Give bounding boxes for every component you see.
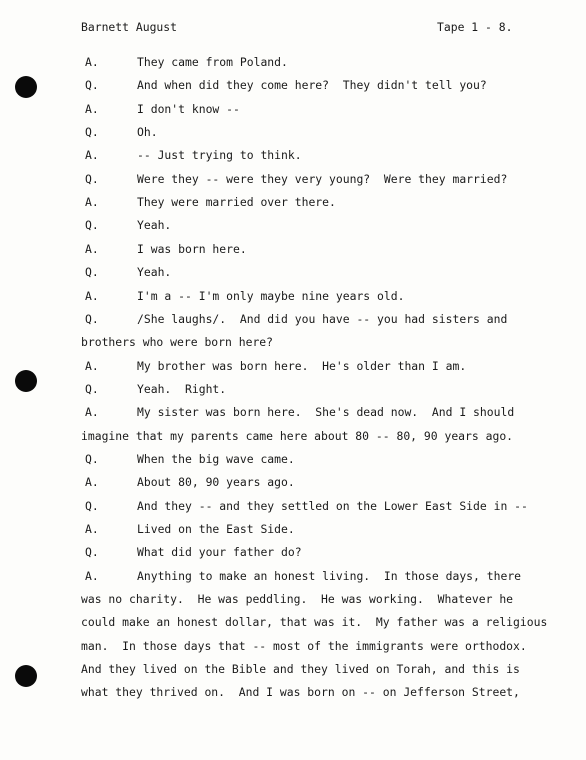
speaker-label: Q. bbox=[85, 545, 99, 559]
transcript-line: could make an honest dollar, that was it. My father was a religious bbox=[81, 615, 548, 629]
transcript-line: imagine that my parents came here about 80 -- 80, 90 years ago. bbox=[81, 429, 514, 443]
transcript-line: Yeah. bbox=[137, 218, 172, 232]
speaker-label: Q. bbox=[85, 265, 99, 279]
binder-hole-middle bbox=[15, 370, 37, 392]
transcript-line: Yeah. bbox=[137, 265, 172, 279]
speaker-label: A. bbox=[85, 359, 99, 373]
transcript-line: I was born here. bbox=[137, 242, 247, 256]
transcript-line: man. In those days that -- most of the immigrants were orthodox. bbox=[81, 639, 527, 653]
speaker-label: Q. bbox=[85, 172, 99, 186]
binder-hole-bottom bbox=[15, 665, 37, 687]
transcript-line: What did your father do? bbox=[137, 545, 302, 559]
transcript-line: About 80, 90 years ago. bbox=[137, 475, 295, 489]
transcript-line: Lived on the East Side. bbox=[137, 522, 295, 536]
transcript-line: My sister was born here. She's dead now. And I should bbox=[137, 405, 515, 419]
transcript-line: what they thrived on. And I was born on -- on Jefferson Street, bbox=[81, 685, 520, 699]
transcript-line: They were married over there. bbox=[137, 195, 336, 209]
speaker-label: A. bbox=[85, 569, 99, 583]
speaker-label: A. bbox=[85, 148, 99, 162]
speaker-label: Q. bbox=[85, 312, 99, 326]
transcript-line: Were they -- were they very young? Were they married? bbox=[137, 172, 508, 186]
transcript-line: I'm a -- I'm only maybe nine years old. bbox=[137, 289, 405, 303]
transcript-line: And they lived on the Bible and they lived on Torah, and this is bbox=[81, 662, 520, 676]
speaker-label: Q. bbox=[85, 125, 99, 139]
transcript-line: -- Just trying to think. bbox=[137, 148, 302, 162]
transcript-line: Yeah. Right. bbox=[137, 382, 227, 396]
transcript-line: When the big wave came. bbox=[137, 452, 295, 466]
speaker-label: Q. bbox=[85, 499, 99, 513]
transcript-line: And they -- and they settled on the Lower East Side in -- bbox=[137, 499, 528, 513]
speaker-label: A. bbox=[85, 242, 99, 256]
transcript-line: And when did they come here? They didn't tell you? bbox=[137, 78, 487, 92]
speaker-label: A. bbox=[85, 475, 99, 489]
speaker-label: A. bbox=[85, 405, 99, 419]
speaker-label: A. bbox=[85, 522, 99, 536]
speaker-label: Q. bbox=[85, 452, 99, 466]
speaker-label: A. bbox=[85, 55, 99, 69]
transcript-line: Anything to make an honest living. In those days, there bbox=[137, 569, 522, 583]
speaker-label: A. bbox=[85, 195, 99, 209]
transcript-line: brothers who were born here? bbox=[81, 335, 274, 349]
page-header-right: Tape 1 - 8. bbox=[437, 20, 513, 34]
transcript-line: I don't know -- bbox=[137, 102, 240, 116]
transcript-line: Oh. bbox=[137, 125, 158, 139]
transcript-line: was no charity. He was peddling. He was working. Whatever he bbox=[81, 592, 514, 606]
speaker-label: Q. bbox=[85, 382, 99, 396]
speaker-label: Q. bbox=[85, 78, 99, 92]
page-header-left: Barnett August bbox=[81, 20, 178, 34]
transcript-line: They came from Poland. bbox=[137, 55, 288, 69]
transcript-line: My brother was born here. He's older than I am. bbox=[137, 359, 467, 373]
speaker-label: Q. bbox=[85, 218, 99, 232]
speaker-label: A. bbox=[85, 102, 99, 116]
binder-hole-top bbox=[15, 76, 37, 98]
speaker-label: A. bbox=[85, 289, 99, 303]
transcript-line: /She laughs/. And did you have -- you had sisters and bbox=[137, 312, 508, 326]
